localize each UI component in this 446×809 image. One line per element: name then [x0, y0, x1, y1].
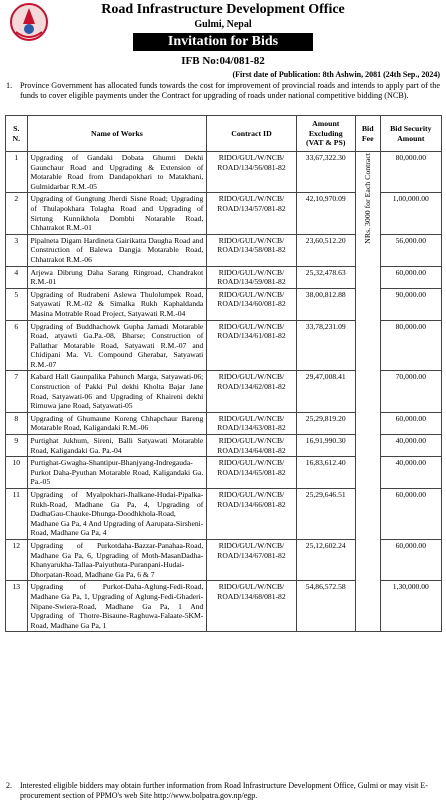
note-text: Province Government has allocated funds towards the cost for improvement of provincial roads and intends to apply part of the funds to cover eligible payments under the Contract for upgrading of roads under national competitive bidding (NCB).	[20, 81, 440, 100]
header-bid-fee: Bid Fee	[355, 116, 380, 152]
cell-contract-id: RIDO/GUL/W/NCB/ ROAD/134/58/081-82	[207, 234, 296, 266]
cell-amount: 25,29,646.51	[296, 489, 355, 540]
note-number: 1.	[6, 81, 13, 90]
cell-bid-security: 40,000.00	[380, 435, 441, 457]
note-info	[6, 781, 440, 801]
cell-work-name: Upgrading of Gungtung Jherdi Sisne Road; Upgrading of Thulapokhara Tolagha Road and Upgrading of Sirtung Kunnikhola Dombhi Notarable Road, Chhatrakot R.M.-01	[27, 193, 207, 234]
cell-contract-id: RIDO/GUL/W/NCB/ ROAD/134/68/081-82	[207, 581, 296, 632]
cell-amount: 54,86,572.58	[296, 581, 355, 632]
cell-amount: 16,91,990.30	[296, 435, 355, 457]
cell-contract-id: RIDO/GUL/W/NCB/ ROAD/134/62/081-82	[207, 371, 296, 412]
header-sn: S. N.	[6, 116, 28, 152]
cell-bid-security: 56,000.00	[380, 234, 441, 266]
cell-sn: 1	[6, 152, 28, 193]
cell-contract-id: RIDO/GUL/W/NCB/ ROAD/134/57/081-82	[207, 193, 296, 234]
cell-work-name: Purtighat-Gwagha-Shantipur-Bhanjyang-Indregauda-Purkot Daha-Pyuthan Motarable Road, Kaligandaki Ga. Pa.-05	[27, 457, 207, 489]
cell-contract-id: RIDO/GUL/W/NCB/ ROAD/134/61/081-82	[207, 320, 296, 371]
cell-bid-security: 60,000.00	[380, 539, 441, 580]
bid-fee-text: NRs. 3000 for Each Contract	[362, 153, 372, 244]
cell-sn: 10	[6, 457, 28, 489]
cell-bid-security: 60,000.00	[380, 412, 441, 434]
cell-work-name: Upgrading of Myalpokhari-Jhalkane-Hudai-Pipalka-Rukh-Road, Madhane Ga Pa, 4, Upgrading of DadhaGau-Chauke-Dhunga-Doodhkhola-Road, Madhane Ga Pa, 4 And Upgrading of Aarupata-Sirsheni-Road, Madhane Ga Pa, 4	[27, 489, 207, 540]
cell-bid-security: 70,000.00	[380, 371, 441, 412]
note-funding	[6, 81, 440, 101]
cell-amount: 25,32,478.63	[296, 266, 355, 288]
cell-amount: 42,10,970.09	[296, 193, 355, 234]
header-amount: Amount Excluding (VAT & PS)	[296, 116, 355, 152]
header	[0, 0, 446, 70]
office-location: Gulmi, Nepal	[194, 19, 252, 30]
cell-sn: 12	[6, 539, 28, 580]
cell-amount: 25,29,819.20	[296, 412, 355, 434]
note-number: 2.	[6, 781, 12, 790]
cell-contract-id: RIDO/GUL/W/NCB/ ROAD/134/67/081-82	[207, 539, 296, 580]
cell-amount: 16,83,612.40	[296, 457, 355, 489]
cell-contract-id: RIDO/GUL/W/NCB/ ROAD/134/60/081-82	[207, 288, 296, 320]
page-title: Invitation for Bids	[133, 33, 313, 51]
cell-work-name: Arjewa Dibrung Daha Sarang Ringroad, Chandrakot R.M.-01	[27, 266, 207, 288]
bids-table	[5, 115, 442, 632]
cell-amount: 25,12,602.24	[296, 539, 355, 580]
cell-sn: 2	[6, 193, 28, 234]
cell-sn: 3	[6, 234, 28, 266]
header-works: Name of Works	[27, 116, 207, 152]
header-contract-id: Contract ID	[207, 116, 296, 152]
table-header-row	[6, 116, 442, 152]
cell-contract-id: RIDO/GUL/W/NCB/ ROAD/134/56/081-82	[207, 152, 296, 193]
ifb-number: IFB No:04/081-82	[181, 55, 265, 67]
cell-sn: 5	[6, 288, 28, 320]
cell-amount: 29,47,008.41	[296, 371, 355, 412]
cell-contract-id: RIDO/GUL/W/NCB/ ROAD/134/59/081-82	[207, 266, 296, 288]
cell-sn: 6	[6, 320, 28, 371]
header-bid-security: Bid Security Amount	[380, 116, 441, 152]
cell-amount: 23,60,512.20	[296, 234, 355, 266]
cell-bid-security: 1,30,000.00	[380, 581, 441, 632]
cell-work-name: Upgrading of Purkot-Daha-Aglung-Fedi-Road, Madhane Ga Pa, 1, Upgrading of Aglung-Fedi-Ghaderi-Nipane-Swiera-Road, Madhane Ga Pa, 1 And Upgrading of Thotre-Bisaune-Raghuwa-Falaate-5KM-Road, Madhane Ga Pa, 1	[27, 581, 207, 632]
cell-work-name: Upgrading of Purkotdaha-Bazzar-Panahaa-Road, Madhane Ga Pa, 6, Upgrading of Moth-MasanDadha-Khanyarukha-Tallaa-Paiyuthuta-Puranpani-Hudai-Dhorpatan-Road, Madhane Ga Pa, 6 & 7	[27, 539, 207, 580]
cell-sn: 7	[6, 371, 28, 412]
cell-contract-id: RIDO/GUL/W/NCB/ ROAD/134/66/081-82	[207, 489, 296, 540]
cell-contract-id: RIDO/GUL/W/NCB/ ROAD/134/63/081-82	[207, 412, 296, 434]
cell-work-name: Upgrading of Ghumaune Koreng Chhapchaur Bareng Motarable Road, Kaligandaki R.M.-06	[27, 412, 207, 434]
publication-date: (First date of Publication: 8th Ashwin, 2081 (24th Sep., 2024)	[232, 70, 440, 79]
cell-bid-security: 40,000.00	[380, 457, 441, 489]
cell-bid-fee	[355, 152, 380, 632]
cell-sn: 4	[6, 266, 28, 288]
cell-work-name: Upgrading of Buddhachowk Gupha Jamadi Motarable Road, atyawti Ga.Pa.-08, Bharse; Construction of Pallathar Motarable Road, Satyawati R.M.-07 and Chidipani Ma. Vi. Compound Gherabar, Satyawati R.M.-07	[27, 320, 207, 371]
cell-bid-security: 80,000.00	[380, 152, 441, 193]
cell-bid-security: 60,000.00	[380, 266, 441, 288]
cell-contract-id: RIDO/GUL/W/NCB/ ROAD/134/64/081-82	[207, 435, 296, 457]
office-name: Road Infrastructure Development Office	[101, 2, 345, 17]
cell-sn: 11	[6, 489, 28, 540]
cell-contract-id: RIDO/GUL/W/NCB/ ROAD/134/65/081-82	[207, 457, 296, 489]
cell-work-name: Upgrading of Rudrabeni Aslewa Thulolumpek Road, Satyawati R.M.-02 & Simalka Rukh Kaphaldanda Masina Motrable Road Project, Satyawati R.M.-04	[27, 288, 207, 320]
cell-amount: 38,00,812.88	[296, 288, 355, 320]
cell-sn: 9	[6, 435, 28, 457]
table-body	[6, 152, 442, 632]
cell-work-name: Upgrading of Gandaki Dobata Ghumti Dekhi Gaunchaur Road and Upgrading & Extension of Motarable Road from Dandapokhari to Matakhani, Gulmidarbar R.M.-05	[27, 152, 207, 193]
cell-work-name: Kabard Hall Gaunpalika Pahunch Marga, Satyawati-06; Construction of Pakki Pul dekhi Kholta Bajar Jane Road, Satyawati-06 and Upgrading of Khaireni dekhi Rimuwa jane Road, Satyawati-05	[27, 371, 207, 412]
cell-bid-security: 90,000.00	[380, 288, 441, 320]
cell-work-name: Purtighat Jukhum, Sireni, Balli Satyawati Motarable Road, Kaligandaki Ga. Pa.-04	[27, 435, 207, 457]
cell-work-name: Pipalneta Digam Hardineta Gairikatta Daugha Road and Construction of Balewa Dangja Motarable Road, Chhatrakot R.M.-06	[27, 234, 207, 266]
cell-sn: 8	[6, 412, 28, 434]
cell-amount: 33,78,231.09	[296, 320, 355, 371]
cell-amount: 33,67,322.30	[296, 152, 355, 193]
cell-bid-security: 80,000.00	[380, 320, 441, 371]
cell-bid-security: 1,00,000.00	[380, 193, 441, 234]
cell-sn: 13	[6, 581, 28, 632]
note-text: Interested eligible bidders may obtain further information from Road Infrastructure Development Office, Gulmi or may visit E-procurement section of PPMO's web Site http://www.bolpatra.gov.np/egp.	[20, 781, 428, 800]
cell-bid-security: 60,000.00	[380, 489, 441, 540]
table-row	[6, 152, 442, 193]
